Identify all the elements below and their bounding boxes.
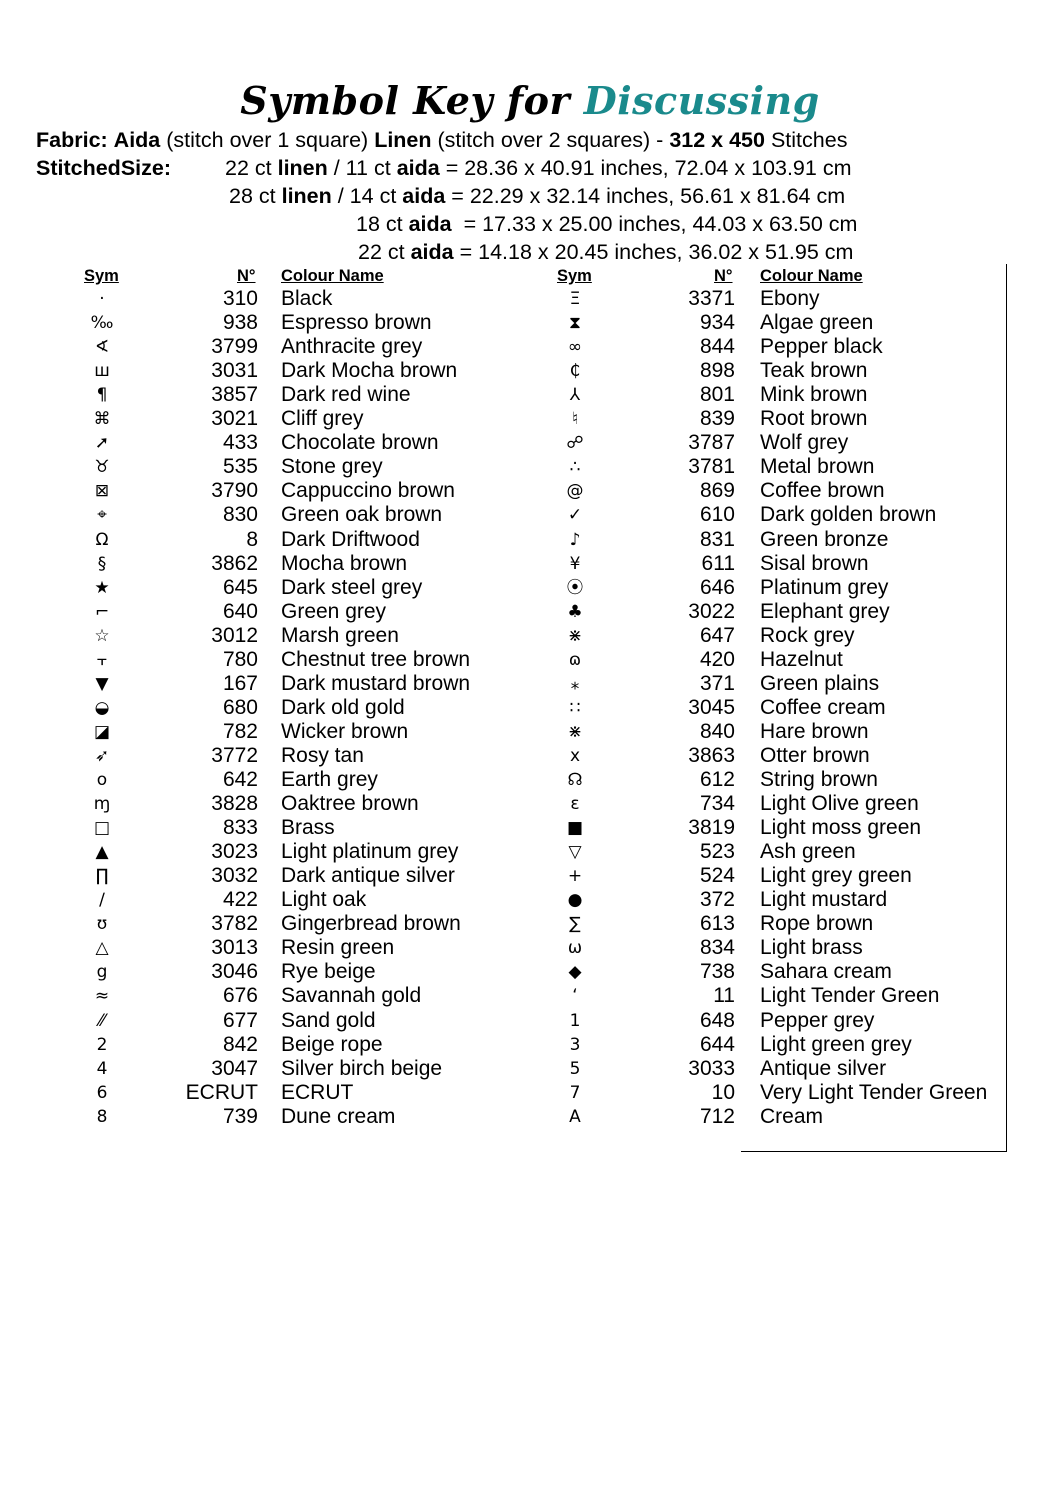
stitched-size-line: 22 ct aida = 14.18 x 20.45 inches, 36.02 x 51.95 cm [358, 240, 854, 264]
colour-name: Sisal brown [760, 551, 869, 575]
table-border-right [1006, 264, 1007, 1152]
symbol-glyph: Ω [95, 529, 109, 550]
dmc-number: 8 [246, 527, 258, 551]
header-colour-name: Colour Name [760, 267, 863, 285]
symbol-glyph: ▼ [95, 673, 109, 694]
symbol-glyph: ɛ [570, 794, 580, 815]
symbol-glyph: ♮ [571, 409, 579, 430]
symbol-glyph: ≈ [94, 986, 110, 1007]
colour-name: Dark old gold [281, 695, 405, 719]
symbol-glyph: 2 [96, 1034, 108, 1055]
symbol-glyph: ∷ [569, 697, 581, 718]
symbol-glyph: ⋇ [567, 625, 583, 646]
fabric-linen-note: (stitch over 2 squares) - [437, 128, 664, 152]
colour-name: Teak brown [760, 359, 868, 383]
dmc-number: 676 [222, 984, 258, 1008]
colour-name: Otter brown [760, 743, 870, 767]
dmc-number: 3045 [688, 695, 735, 719]
symbol-glyph: ⧗ [569, 313, 581, 334]
symbol-glyph: ∕ [99, 890, 105, 911]
colour-name: Ebony [760, 287, 820, 310]
colour-name: Metal brown [760, 455, 875, 479]
symbol-glyph: ∴ [569, 457, 581, 478]
dmc-number: 535 [222, 455, 258, 479]
dmc-number: 3371 [688, 287, 735, 310]
colour-name: Hazelnut [760, 647, 843, 671]
colour-name: Very Light Tender Green [760, 1080, 988, 1104]
symbol-glyph: ‰ [90, 313, 114, 334]
colour-name: Wicker brown [281, 719, 409, 743]
dmc-number: 780 [222, 647, 258, 671]
colour-name: Dark golden brown [760, 503, 937, 527]
dmc-number: 613 [699, 912, 735, 936]
symbol-glyph: 8 [96, 1106, 108, 1127]
colour-name: Light grey green [760, 864, 912, 888]
dmc-number: 3828 [211, 792, 258, 816]
colour-name: Black [281, 287, 333, 310]
title-pattern-name: Discussing [583, 78, 820, 123]
symbol-glyph: ◪ [93, 721, 111, 742]
dmc-number: 3862 [211, 551, 258, 575]
page-title [0, 78, 1060, 123]
symbol-glyph: ◒ [94, 697, 110, 718]
symbol-glyph: ➚ [94, 433, 110, 454]
symbol-glyph: ¶ [96, 385, 108, 406]
fabric-line [36, 127, 847, 153]
dmc-number: 642 [222, 768, 258, 791]
colour-name: Green grey [281, 599, 387, 623]
dmc-number: 10 [711, 1080, 735, 1104]
dmc-number: 782 [222, 719, 258, 743]
symbol-glyph: A [569, 1106, 581, 1127]
colour-name: Savannah gold [281, 984, 422, 1008]
symbol-glyph: + [567, 866, 583, 887]
symbol-glyph: ∢ [94, 337, 110, 358]
dmc-number: 610 [699, 503, 735, 527]
dmc-number: 834 [699, 936, 735, 960]
dmc-number: 371 [699, 671, 735, 695]
colour-name: Mocha brown [281, 551, 408, 575]
dmc-number: 611 [701, 551, 735, 575]
dmc-number: 648 [699, 1008, 735, 1032]
colour-name: Cliff grey [281, 407, 364, 431]
header-sym: Sym [557, 267, 592, 285]
colour-name: Rye beige [281, 960, 376, 984]
colour-name: Ash green [760, 840, 856, 864]
colour-name: Resin green [281, 936, 395, 960]
colour-name: Light mustard [760, 888, 888, 912]
colour-name: Light brass [760, 936, 863, 960]
colour-name: Brass [281, 816, 335, 840]
colour-name: Earth grey [281, 768, 378, 791]
dmc-number: 680 [222, 695, 258, 719]
dmc-number: 898 [699, 359, 735, 383]
stitches-word: Stitches [770, 128, 848, 152]
colour-name: Sahara cream [760, 960, 892, 984]
symbol-glyph: g [96, 962, 108, 983]
dmc-number: 3772 [211, 743, 258, 767]
dmc-number: 842 [222, 1032, 258, 1056]
symbol-glyph: ⌖ [97, 505, 107, 526]
dmc-number: 3033 [688, 1056, 735, 1080]
colour-name: Green oak brown [281, 503, 443, 527]
symbol-glyph: ◆ [568, 962, 582, 983]
colour-name: Silver birch beige [281, 1056, 443, 1080]
dmc-number: 11 [713, 984, 735, 1008]
colour-name: Elephant grey [760, 599, 890, 623]
dmc-number: 839 [699, 407, 735, 431]
colour-name: Chocolate brown [281, 431, 439, 455]
stitch-count: 312 x 450 [669, 128, 765, 152]
symbol-glyph: ⊠ [94, 481, 110, 502]
colour-name: Wolf grey [760, 431, 849, 455]
symbol-glyph: ● [567, 890, 583, 911]
colour-name: Dark Driftwood [281, 527, 420, 551]
dmc-number: 739 [222, 1104, 258, 1128]
colour-name: String brown [760, 768, 878, 791]
symbol-glyph: ⦿ [566, 577, 584, 598]
symbol-glyph: ⅄ [569, 385, 581, 406]
symbol-glyph: □ [93, 818, 111, 839]
colour-name: Cream [760, 1104, 824, 1128]
colour-name: Oaktree brown [281, 792, 419, 816]
symbol-glyph: ɱ [93, 794, 111, 815]
symbol-glyph: 3 [569, 1034, 581, 1055]
symbol-glyph: ∏ [95, 866, 109, 887]
dmc-number: 645 [222, 575, 258, 599]
symbol-glyph: ☊ [567, 770, 583, 790]
dmc-number: 3790 [211, 479, 258, 503]
dmc-number: 167 [222, 671, 258, 695]
dmc-number: ECRUT [185, 1080, 258, 1104]
colour-name: Green plains [760, 671, 880, 695]
symbol-glyph: ☆ [94, 625, 110, 646]
colour-name: Light oak [281, 888, 367, 912]
colour-name: Light moss green [760, 816, 922, 840]
colour-name: Green bronze [760, 527, 889, 551]
symbol-glyph: x [569, 745, 581, 766]
dmc-number: 677 [222, 1008, 258, 1032]
colour-name: Beige rope [281, 1032, 383, 1056]
dmc-number: 3781 [688, 455, 735, 479]
colour-name: Sand gold [281, 1008, 376, 1032]
fabric-aida-note: (stitch over 1 square) [166, 128, 369, 152]
stitched-size-line: 22 ct linen / 11 ct aida = 28.36 x 40.91 inches, 72.04 x 103.91 cm [225, 156, 852, 180]
symbol-glyph: · [99, 289, 105, 309]
dmc-number: 433 [222, 431, 258, 455]
dmc-number: 3023 [211, 840, 258, 864]
dmc-number: 3012 [211, 623, 258, 647]
dmc-number: 612 [699, 768, 735, 791]
dmc-number: 3799 [211, 335, 258, 359]
dmc-number: 833 [222, 816, 258, 840]
symbol-glyph: ➶ [94, 745, 110, 766]
dmc-number: 3046 [211, 960, 258, 984]
symbol-glyph: ▲ [95, 842, 109, 863]
colour-name: Marsh green [281, 623, 399, 647]
colour-name: Anthracite grey [281, 335, 423, 359]
title-prefix: Symbol Key for [240, 78, 570, 123]
dmc-number: 869 [699, 479, 735, 503]
stitched-size-line: 28 ct linen / 14 ct aida = 22.29 x 32.14 inches, 56.61 x 81.64 cm [229, 184, 846, 208]
fabric-label: Fabric: [36, 128, 108, 152]
symbol-glyph: 5 [569, 1058, 581, 1079]
colour-name: Coffee brown [760, 479, 885, 503]
dmc-number: 420 [699, 647, 735, 671]
dmc-number: 934 [699, 311, 735, 335]
colour-name: Algae green [760, 311, 874, 335]
stitched-size-line: 18 ct aida = 17.33 x 25.00 inches, 44.03 x 63.50 cm [356, 212, 858, 236]
symbol-glyph: Ξ [569, 289, 581, 309]
dmc-number: 3021 [211, 407, 258, 431]
dmc-number: 3031 [211, 359, 258, 383]
dmc-number: 3047 [211, 1056, 258, 1080]
colour-name: Light Olive green [760, 792, 919, 816]
symbol-glyph: ♪ [569, 529, 581, 550]
colour-name: Gingerbread brown [281, 912, 461, 936]
symbol-glyph: 7 [569, 1082, 581, 1103]
stitched-size-label: StitchedSize: [36, 156, 171, 180]
dmc-number: 3819 [688, 816, 735, 840]
colour-name: Dark red wine [281, 383, 411, 407]
dmc-number: 640 [222, 599, 258, 623]
colour-name: Light platinum grey [281, 840, 459, 864]
dmc-number: 3787 [688, 431, 735, 455]
colour-name: ECRUT [281, 1080, 354, 1104]
colour-name: Dark Mocha brown [281, 359, 458, 383]
dmc-number: 830 [222, 503, 258, 527]
fabric-aida: Aida [113, 128, 161, 152]
dmc-number: 3013 [211, 936, 258, 960]
symbol-glyph: ✓ [567, 505, 583, 526]
dmc-number: 712 [699, 1104, 735, 1128]
symbol-glyph: ⌐ [94, 601, 110, 622]
symbol-glyph: ⁎ [570, 673, 580, 694]
colour-name: Stone grey [281, 455, 383, 479]
symbol-glyph: ☍ [566, 433, 584, 454]
symbol-glyph: ⋇ [567, 721, 583, 742]
colour-name: Rock grey [760, 623, 855, 647]
colour-name: Dark mustard brown [281, 671, 471, 695]
dmc-number: 3032 [211, 864, 258, 888]
dmc-number: 840 [699, 719, 735, 743]
dmc-number: 3857 [211, 383, 258, 407]
symbol-glyph: @ [566, 481, 584, 502]
header-num: N° [714, 267, 733, 285]
dmc-number: 3022 [688, 599, 735, 623]
dmc-number: 738 [699, 960, 735, 984]
colour-name: Dark antique silver [281, 864, 455, 888]
colour-name: Pepper grey [760, 1008, 875, 1032]
colour-name: Rope brown [760, 912, 874, 936]
colour-name: Chestnut tree brown [281, 647, 471, 671]
dmc-number: 844 [699, 335, 735, 359]
symbol-glyph: ʊ [96, 914, 108, 935]
dmc-number: 831 [699, 527, 735, 551]
colour-name: Rosy tan [281, 743, 364, 767]
symbol-glyph: ω [567, 938, 583, 959]
header-num: N° [237, 267, 256, 285]
colour-name: Light green grey [760, 1032, 912, 1056]
symbol-glyph: ♉ [94, 457, 110, 478]
symbol-glyph: ⫟ [96, 649, 108, 670]
colour-name: Light Tender Green [760, 984, 940, 1008]
colour-name: Dark steel grey [281, 575, 423, 599]
symbol-glyph: 6 [96, 1082, 108, 1103]
dmc-number: 523 [699, 840, 735, 864]
dmc-number: 801 [699, 383, 735, 407]
dmc-number: 646 [699, 575, 735, 599]
colour-name: Antique silver [760, 1056, 887, 1080]
table-border-bottom [741, 1151, 1007, 1152]
symbol-glyph: ⁄⁄ [99, 1010, 105, 1031]
symbol-glyph: ¥ [569, 553, 581, 574]
colour-name: Platinum grey [760, 575, 889, 599]
fabric-linen: Linen [374, 128, 432, 152]
symbol-glyph: o [96, 770, 108, 790]
symbol-glyph: ♣ [567, 601, 583, 622]
colour-name: Root brown [760, 407, 868, 431]
symbol-glyph: ▽ [568, 842, 582, 863]
colour-name: Espresso brown [281, 311, 432, 335]
dmc-number: 310 [222, 287, 258, 310]
colour-name: Dune cream [281, 1104, 396, 1128]
symbol-glyph: 4 [96, 1058, 108, 1079]
colour-name: Hare brown [760, 719, 869, 743]
symbol-glyph: ш [94, 361, 110, 382]
header-sym: Sym [84, 267, 119, 285]
dmc-number: 372 [699, 888, 735, 912]
colour-name: Mink brown [760, 383, 868, 407]
symbol-glyph: 1 [569, 1010, 581, 1031]
colour-name: Coffee cream [760, 695, 886, 719]
dmc-number: 3782 [211, 912, 258, 936]
symbol-glyph: ɷ [568, 649, 582, 670]
dmc-number: 647 [699, 623, 735, 647]
symbol-glyph: ∑ [569, 914, 581, 935]
symbol-glyph: ₵ [569, 361, 581, 382]
dmc-number: 422 [222, 888, 258, 912]
dmc-number: 524 [699, 864, 735, 888]
symbol-glyph: △ [95, 938, 109, 959]
symbol-glyph: ★ [94, 577, 110, 598]
dmc-number: 644 [699, 1032, 735, 1056]
dmc-number: 938 [222, 311, 258, 335]
symbol-glyph: ⌘ [93, 409, 111, 430]
symbol-glyph: ∞ [567, 337, 583, 358]
dmc-number: 3863 [688, 743, 735, 767]
symbol-glyph: § [97, 553, 107, 574]
colour-name: Cappuccino brown [281, 479, 455, 503]
dmc-number: 734 [699, 792, 735, 816]
colour-name: Pepper black [760, 335, 883, 359]
header-colour-name: Colour Name [281, 267, 384, 285]
symbol-glyph: ʻ [572, 986, 578, 1007]
symbol-glyph: ■ [566, 818, 584, 839]
